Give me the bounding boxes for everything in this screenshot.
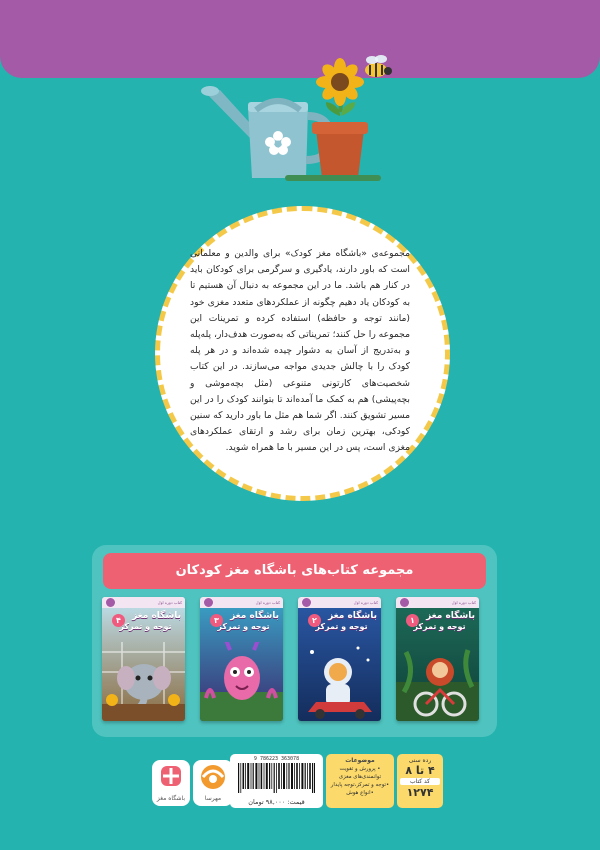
volume-number: ۲: [308, 614, 321, 627]
pink-monster-icon: [200, 642, 283, 721]
book-title-line1: باشگاه مغز: [230, 611, 279, 621]
age-label: رده سنی: [408, 757, 432, 764]
volume-number: ۱: [406, 614, 419, 627]
barcode-icon: [238, 763, 315, 793]
topic-item: توانمندی‌های مغزی: [338, 774, 382, 780]
bee-icon: [365, 55, 392, 77]
book-title-line1: باشگاه مغز: [132, 611, 181, 621]
astronaut-dog-icon: [298, 642, 381, 721]
mehrsa-logo-icon: [193, 760, 233, 792]
topic-item: •انواع هوش: [346, 790, 374, 796]
book-cover-volume-4: [102, 597, 185, 721]
topics-label: موضوعات: [345, 757, 375, 764]
price-text: قیمت: ۹۸,۰۰۰ تومان: [248, 798, 305, 806]
brain-club-logo-icon: [152, 760, 190, 792]
book-title-line2: توجه و تمرکز: [119, 622, 172, 631]
series-description: مجموعه‌ی «باشگاه مغز کودک» برای والدین و معلمانی است که باور دارند، یادگیری و سرگرمی برای کودکان باید در کنار هم باشد. ما در این مجموعه به دنبال آن هستیم تا به کودکان یاد دهیم چگونه از عملکردهای متعدد مغزی خود (مانند توجه و حافظه) استفاده کرده و تمرینات این مجموعه را حل کنند؛ تمریناتی که به‌صورت هدف‌دار، پله‌پله و به‌تدریج از آسان به دشوار چیده شده‌اند و در هر پله کودک را با چالش جدیدی مواجه می‌سازند. در این کتاب شخصیت‌های کارتونی متنوعی (مثل بچه‌موشی و بچه‌پیشی) هم به کمک ما آمده‌اند تا بتوانند کودک را در این مسیر تشویق کنند. اگر شما هم مثل ما باور دارید که سنین کودکی، بهترین زمان برای رشد و ارتقای عملکردهای مغزی است، پس در این مسیر با ما همراه شوید.: [190, 248, 410, 454]
age-value: ۴ تا ۸: [405, 764, 435, 777]
book-cover-volume-2: [298, 597, 381, 721]
topics-list: [326, 765, 394, 797]
book-cover-volume-1: [396, 597, 479, 721]
book-title-line1: باشگاه مغز: [426, 611, 475, 621]
watering-can-sunflower-illustration: [200, 50, 410, 200]
topic-item: •توجه و تمرکز،توجه پایدار: [330, 782, 390, 788]
monkey-bicycle-icon: [396, 642, 479, 721]
book-title-line1: باشگاه مغز: [328, 611, 377, 621]
publisher-logo: [193, 760, 233, 806]
book-title-line2: توجه و تمرکز: [217, 622, 270, 631]
publisher-badge-icon: [302, 598, 311, 607]
elephant-greenhouse-icon: [102, 642, 185, 721]
book-strip: کتاب دوره اول: [102, 597, 185, 608]
brand-name: باشگاه مغز: [156, 795, 186, 802]
book-strip: کتاب دوره اول: [200, 597, 283, 608]
book-strip: کتاب دوره اول: [298, 597, 381, 608]
watering-can-icon: [201, 86, 330, 178]
isbn-text: 9 786223 363078: [253, 756, 300, 762]
topics-box: [326, 754, 394, 808]
series-banner: مجموعه کتاب‌های باشگاه مغز کودکان: [103, 553, 486, 589]
book-strip: کتاب دوره اول: [396, 597, 479, 608]
brand-logo: [152, 760, 190, 806]
topic-item: • پرورش و تقویت: [339, 766, 381, 772]
book-cover-volume-3: [200, 597, 283, 721]
code-value: ۱۲۷۴: [406, 786, 434, 799]
code-label: کد کتاب: [400, 778, 440, 785]
barcode-box: [230, 754, 323, 808]
publisher-badge-icon: [400, 598, 409, 607]
volume-number: ۳: [210, 614, 223, 627]
publisher-badge-icon: [106, 598, 115, 607]
volume-number: ۴: [112, 614, 125, 627]
book-title-line2: توجه و تمرکز: [413, 622, 466, 631]
publisher-name: مهرسا: [204, 795, 222, 802]
publisher-badge-icon: [204, 598, 213, 607]
age-code-box: [397, 754, 443, 808]
book-title-line2: توجه و تمرکز: [315, 622, 368, 631]
